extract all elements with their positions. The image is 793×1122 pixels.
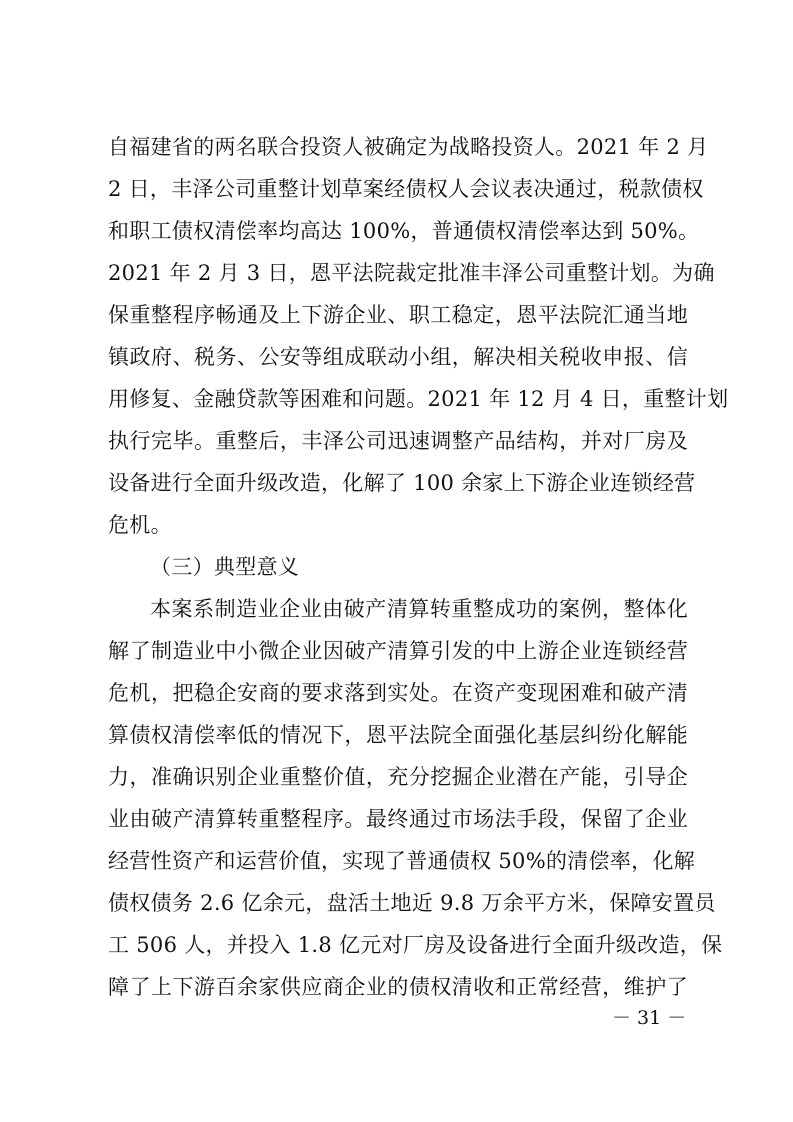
text-line: 解了制造业中小微企业因破产清算引发的中上游企业连锁经营	[108, 639, 688, 663]
text-line: 算债权清偿率低的情况下，恩平法院全面强化基层纠纷化解能	[108, 723, 688, 747]
text-line: 镇政府、税务、公安等组成联动小组，解决相关税收申报、信	[108, 345, 688, 369]
text-line: 2021 年 2 月 3 日，恩平法院裁定批准丰泽公司重整计划。为确	[108, 261, 715, 285]
text-line: 设备进行全面升级改造，化解了 100 余家上下游企业连锁经营	[108, 471, 696, 495]
text-line: 和职工债权清偿率均高达 100%，普通债权清偿率达到 50%。	[108, 219, 700, 243]
text-line: 保重整程序畅通及上下游企业、职工稳定，恩平法院汇通当地	[108, 303, 688, 327]
text-line: 自福建省的两名联合投资人被确定为战略投资人。2021 年 2 月	[108, 135, 709, 159]
text-line: 危机，把稳企安商的要求落到实处。在资产变现困难和破产清	[108, 681, 688, 705]
text-line: 工 506 人，并投入 1.8 亿元对厂房及设备进行全面升级改造，保	[108, 933, 723, 957]
text-line: 业由破产清算转重整程序。最终通过市场法手段，保留了企业	[108, 807, 688, 831]
text-line: 障了上下游百余家供应商企业的债权清收和正常经营，维护了	[108, 975, 688, 999]
page-number: － 31 －	[612, 1007, 687, 1029]
text-line: 执行完毕。重整后，丰泽公司迅速调整产品结构，并对厂房及	[108, 429, 688, 453]
text-line: 2 日，丰泽公司重整计划草案经债权人会议表决通过，税款债权	[108, 177, 704, 201]
text-line: 经营性资产和运营价值，实现了普通债权 50%的清偿率，化解	[108, 849, 696, 873]
section-heading: （三）典型意义	[150, 555, 300, 579]
text-line: 危机。	[108, 513, 172, 537]
text-line: 本案系制造业企业由破产清算转重整成功的案例，整体化	[150, 597, 688, 621]
text-line: 力，准确识别企业重整价值，充分挖掘企业潜在产能，引导企	[108, 765, 688, 789]
text-line: 用修复、金融贷款等困难和问题。2021 年 12 月 4 日，重整计划	[108, 387, 729, 411]
text-line: 债权债务 2.6 亿余元，盘活土地近 9.8 万余平方米，保障安置员	[108, 891, 716, 915]
